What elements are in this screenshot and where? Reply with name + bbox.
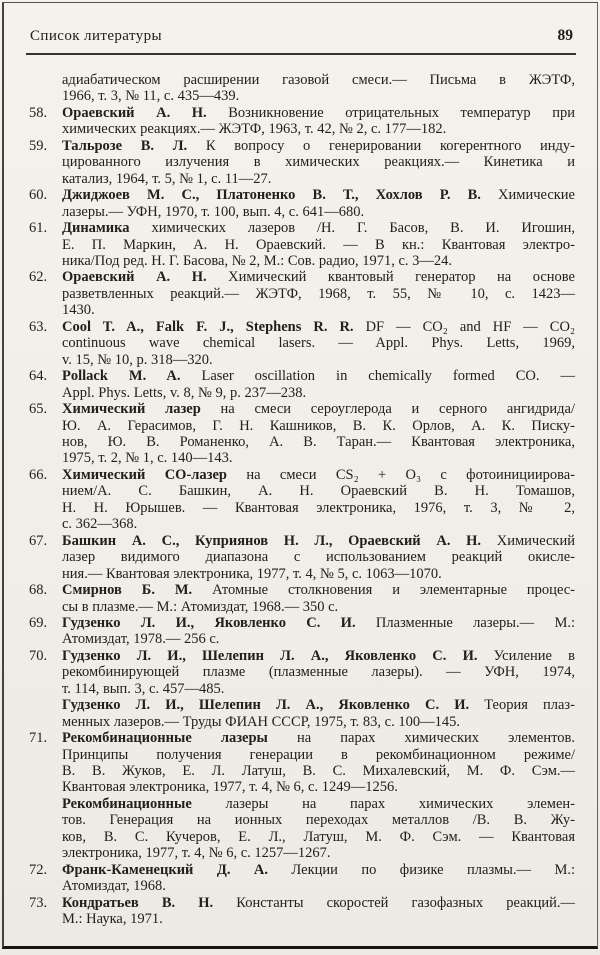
entry-text: DF — CO₂ and HF — CO₂: [353, 318, 575, 335]
entry-text: Laser oscillation in chemically formed CO. —: [180, 368, 575, 385]
entry-author-bold: Ораевский А. Н.: [62, 104, 207, 121]
entry-body: [62, 648, 575, 697]
entry-line: [62, 450, 575, 466]
entry-line: [62, 187, 575, 203]
reference-entry: [29, 72, 575, 105]
entry-line: [62, 154, 575, 170]
entry-line: [62, 747, 575, 763]
entry-line: [62, 516, 575, 532]
entry-line: [62, 467, 575, 483]
entry-body: [62, 269, 575, 318]
page-number: 89: [557, 27, 573, 44]
entry-line: [62, 105, 575, 121]
entry-line: [62, 763, 575, 779]
entry-number: 64.: [29, 368, 48, 385]
entry-number: 66.: [29, 466, 48, 483]
entry-number: 69.: [29, 614, 48, 631]
entry-body: [62, 533, 575, 582]
reference-entry: [29, 730, 575, 796]
entry-number: 73.: [29, 894, 48, 911]
entry-text: нов, Ю. В. Романенко, А. В. Таран.— Квантовая электроника,: [62, 433, 575, 450]
entry-text: К вопросу о генерировании когерентного инду-: [187, 137, 576, 154]
reference-entry: [29, 615, 575, 648]
entry-number: 61.: [29, 220, 48, 237]
entry-body: [62, 72, 575, 105]
entry-body: [62, 368, 575, 401]
entry-line: [62, 286, 575, 302]
entry-text: Атомиздат, 1978.— 256 с.: [62, 631, 220, 648]
entry-body: [62, 467, 575, 533]
entry-line: [62, 401, 575, 417]
entry-number: 71.: [29, 730, 48, 747]
entry-text: Лекции по физике плазмы.— М.:: [267, 861, 575, 878]
entry-line: [62, 220, 575, 236]
reference-entry: [29, 582, 575, 615]
entry-author-bold: Башкин А. С., Куприянов Н. Л., Ораевский А. Н.: [62, 532, 482, 549]
entry-line: [62, 714, 575, 730]
entry-line: [62, 253, 575, 269]
entry-text: т. 114, вып. 3, с. 457—485.: [62, 680, 225, 697]
entry-text: Е. П. Маркин, А. Н. Ораевский. — В кн.: Квантовая электро-: [62, 236, 575, 253]
entry-number: 65.: [29, 401, 48, 418]
entry-author-bold: Ораевский А. Н.: [62, 269, 207, 286]
entry-text: Принципы получения генерации в рекомбинационном режиме/: [62, 746, 575, 763]
entry-number: 63.: [29, 318, 48, 335]
entry-text: с. 362—368.: [62, 516, 138, 533]
entry-line: [62, 664, 575, 680]
entry-number: 59.: [29, 137, 48, 154]
entry-text: Атомные столкновения и элементарные процес-: [192, 582, 575, 599]
entry-line: [62, 204, 575, 220]
entry-text: адиабатическом расширении газовой смеси.— Письма в ЖЭТФ,: [62, 72, 575, 88]
entry-author-bold: Химический СО-лазер: [62, 466, 227, 483]
entry-line: [62, 845, 575, 861]
entry-line: [62, 302, 575, 318]
entry-line: [62, 911, 575, 927]
entry-text: Квантовая электроника, 1977, т. 4, № 6, с. 1249—1256.: [62, 779, 398, 796]
entry-line: [62, 812, 575, 828]
entry-body: [62, 615, 575, 648]
entry-body: [62, 895, 575, 928]
entry-text: ков, В. С. Кучеров, Е. Л., Латуш, М. Ф. Сэм. — Квантовая: [62, 828, 575, 845]
entry-number: [29, 796, 62, 862]
entry-text: Атомиздат, 1968.: [62, 878, 166, 895]
entry-body: [62, 138, 575, 187]
entry-text: рекомбинирующей плазме (плазменные лазеры). — УФН, 1974,: [62, 664, 575, 681]
entry-author-bold: Франк-Каменецкий Д. А.: [62, 861, 268, 878]
entry-text: Н. Н. Юрышев. — Квантовая электроника, 1976, т. 3, № 2,: [62, 499, 575, 516]
entry-text: на смеси CS₂ + O₃ с фотоинициирова-: [227, 466, 576, 483]
entry-line: [62, 434, 575, 450]
entry-line: [62, 615, 575, 631]
entry-text: Плазменные лазеры.— М.:: [355, 614, 575, 631]
entry-text: ния.— Квантовая электроника, 1977, т. 4, № 5, с. 1063—1070.: [62, 565, 442, 582]
entry-author-bold: Гудзенко Л. И., Яковленко С. И.: [62, 614, 356, 631]
entry-body: [62, 105, 575, 138]
entry-body: [62, 582, 575, 615]
entry-line: [62, 500, 575, 516]
entry-body: [62, 730, 575, 796]
entry-text: Химический: [481, 532, 575, 549]
entry-body: [62, 796, 575, 862]
entry-body: [62, 220, 575, 269]
entry-number: 67.: [29, 532, 48, 549]
entry-text: химических лазеров /Н. Г. Басов, В. И. Игошин,: [129, 220, 575, 237]
entry-line: [62, 599, 575, 615]
entry-line: [62, 549, 575, 565]
entry-text: цированного излучения в химических реакциях.— Кинетика и: [62, 154, 575, 171]
entry-line: [62, 121, 575, 137]
reference-entry: [29, 467, 575, 533]
reference-entry: [29, 895, 575, 928]
reference-entry: [29, 187, 575, 220]
entry-line: [62, 582, 575, 598]
entry-text: разветвленных реакций.— ЖЭТФ, 1968, т. 55, № 10, с. 1423—: [62, 285, 575, 302]
reference-entry: [29, 401, 575, 467]
entry-text: v. 15, № 10, p. 318—320.: [62, 351, 213, 368]
entry-body: [62, 401, 575, 467]
entry-text: нием/А. С. Башкин, А. Н. Ораевский В. Н. Томашов,: [62, 483, 575, 500]
running-head-title: Список литературы: [30, 28, 162, 44]
entry-text: тов. Генерация на ионных переходах металлов /В. В. Жу-: [62, 812, 575, 829]
reference-entry: [29, 105, 575, 138]
reference-entry: [29, 533, 575, 582]
entry-text: 1430.: [62, 302, 95, 319]
entry-text: Химические: [480, 187, 575, 204]
entry-text: менных лазеров.— Труды ФИАН СССР, 1975, т. 83, с. 100—145.: [62, 713, 460, 730]
entry-text: 1975, т. 2, № 1, с. 140—143.: [62, 450, 233, 467]
entry-body: [62, 697, 575, 730]
entry-number: 60.: [29, 187, 48, 204]
entry-text: М.: Наука, 1971.: [62, 911, 163, 928]
entry-number: [29, 72, 62, 105]
entry-author-bold: Pollack M. A.: [62, 368, 181, 385]
reference-entry: [29, 697, 575, 730]
reference-entry: [29, 319, 575, 368]
entry-line: [62, 895, 575, 911]
entry-text: катализ, 1964, т. 5, № 1, с. 11—27.: [62, 170, 272, 187]
entry-author-bold: Рекомбинационные лазеры: [62, 730, 268, 747]
entry-author-bold: Рекомбинационные: [62, 795, 192, 812]
entry-line: [62, 862, 575, 878]
entry-text: Химический квантовый генератор на основе: [206, 269, 575, 286]
entry-text: Теория плаз-: [469, 697, 575, 714]
entry-body: [62, 187, 575, 220]
entry-line: [62, 269, 575, 285]
page-header: [0, 0, 600, 45]
entry-author-bold: Динамика: [62, 220, 130, 237]
entry-number: 58.: [29, 104, 48, 121]
reference-entry: [29, 648, 575, 697]
entry-body: [62, 319, 575, 368]
entry-text: электроника, 1977, т. 4, № 6, с. 1257—1267.: [62, 845, 331, 862]
entry-line: [62, 681, 575, 697]
entry-line: [62, 730, 575, 746]
entry-line: [62, 368, 575, 384]
entry-text: continuous wave chemical lasers. — Appl. Phys. Letts, 1969,: [62, 335, 575, 352]
entry-text: на парах химических элементов.: [267, 730, 575, 747]
entry-line: [62, 566, 575, 582]
reference-entry: [29, 862, 575, 895]
entry-author-bold: Кондратьев В. Н.: [62, 894, 214, 911]
entry-line: [62, 88, 575, 104]
reference-entry: [29, 368, 575, 401]
entry-text: лазеры на парах химических элемен-: [191, 795, 575, 812]
entry-author-bold: Тальрозе В. Л.: [62, 137, 188, 154]
reference-entry: [29, 796, 575, 862]
entry-line: [62, 631, 575, 647]
entry-line: [62, 72, 575, 88]
entry-text: Усиление в: [477, 647, 575, 664]
entry-line: [62, 418, 575, 434]
entry-text: Константы скоростей газофазных реакций.—: [213, 894, 575, 911]
entry-text: лазеры.— УФН, 1970, т. 100, вып. 4, с. 641—680.: [62, 203, 365, 220]
entry-line: [62, 352, 575, 368]
reference-entry: [29, 138, 575, 187]
entry-line: [62, 138, 575, 154]
entry-text: химических реакциях.— ЖЭТФ, 1963, т. 42, № 2, с. 177—182.: [62, 121, 447, 138]
entry-text: Ю. А. Герасимов, Г. Н. Кашников, В. К. Орлов, А. К. Писку-: [62, 417, 575, 434]
entry-number: 70.: [29, 647, 48, 664]
entry-line: [62, 483, 575, 499]
reference-entry: [29, 269, 575, 318]
entry-line: [62, 796, 575, 812]
entry-line: [62, 237, 575, 253]
entry-line: [62, 319, 575, 335]
entry-line: [62, 878, 575, 894]
entry-line: [62, 533, 575, 549]
entry-text: на смеси сероуглерода и серного ангидрида/: [200, 401, 575, 418]
entry-author-bold: Гудзенко Л. И., Шелепин Л. А., Яковленко С. И.: [62, 647, 478, 664]
entry-body: [62, 862, 575, 895]
reference-list: [0, 55, 600, 928]
entry-number: [29, 697, 62, 730]
entry-line: [62, 648, 575, 664]
entry-author-bold: Джиджоев М. С., Платоненко В. Т., Хохлов Р. В.: [62, 187, 481, 204]
entry-line: [62, 829, 575, 845]
entry-text: Возникновение отрицательных температур при: [206, 104, 575, 121]
entry-text: В. В. Жуков, Е. Л. Латуш, В. С. Михалевский, М. Ф. Сэм.—: [62, 763, 575, 780]
entry-text: Appl. Phys. Letts, v. 8, № 9, p. 237—238.: [62, 384, 307, 401]
entry-text: сы в плазме.— М.: Атомиздат, 1968.— 350 с.: [62, 598, 339, 615]
entry-number: 72.: [29, 861, 48, 878]
entry-text: лазер видимого диапазона с использованием реакций окисле-: [62, 549, 575, 566]
entry-line: [62, 697, 575, 713]
entry-author-bold: Cool T. A., Falk F. J., Stephens R. R.: [62, 318, 354, 335]
entry-line: [62, 779, 575, 795]
entry-line: [62, 171, 575, 187]
entry-number: 62.: [29, 269, 48, 286]
entry-line: [62, 385, 575, 401]
reference-entry: [29, 220, 575, 269]
entry-author-bold: Гудзенко Л. И., Шелепин Л. А., Яковленко С. И.: [62, 697, 470, 714]
entry-text: 1966, т. 3, № 11, с. 435—439.: [62, 88, 240, 105]
entry-author-bold: Смирнов Б. М.: [62, 582, 193, 599]
entry-text: ника/Под ред. Н. Г. Басова, № 2, М.: Сов. радио, 1971, с. 3—24.: [62, 252, 453, 269]
entry-author-bold: Химический лазер: [62, 401, 201, 418]
entry-number: 68.: [29, 582, 48, 599]
entry-line: [62, 335, 575, 351]
